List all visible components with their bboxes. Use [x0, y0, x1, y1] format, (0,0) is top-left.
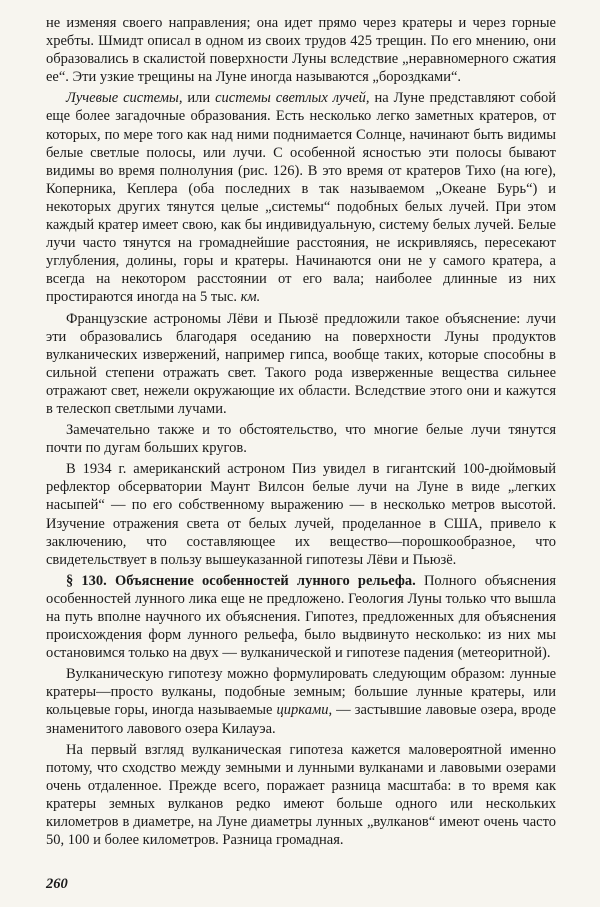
unit-km: км. — [240, 289, 261, 306]
paragraph-first-glance: На первый взгляд вулканическая гипотеза кажется маловероятной именно потому, что сходство между земными и лунными вулканами и лавовыми озерами очень отдаленное. Прежде всего, поражает разница масштаба: в то время как кратеры земных вулканов редко имеют больше одного или нескольких километров в диаметре, на Луне диаметры лунных „вулканов“ имеют очень часто 50, 100 и более километров. Разница громадная. — [46, 741, 556, 849]
section-heading: § 130. Объяснение особенностей лунного рельефа. — [66, 572, 416, 589]
page-body — [46, 14, 556, 849]
paragraph-cracks: не изменяя своего направления; она идет прямо через кратеры и через горные хребты. Шмидт описал в одном из своих трудов 425 трещин. По его мнению, они образовались в скалистой поверхности Луны вследствие „неравномерного сжатия ее“. Эти узкие трещины на Луне иногда называются „бороздками“. — [46, 15, 556, 86]
text-ray-systems: на Луне представляют собой еще более загадочные образования. Есть несколько легко заметных кратеров, от которых, по мере того как над ними поднимается Солнце, начинают быть видимы белые светлые полосы, или лучи. С особенной ясностью эти полосы бывают видимы во время полнолуния (рис. 126). В это время от кратеров Тихо (на юге), Коперника, Кеплера (оба последних в так называемом „Океане Бурь“) и некоторых других тянутся целые „системы“ подобных белых лучей. При этом каждый кратер имеет свою, как бы индивидуальную, систему белых лучей. Белые лучи часто тянутся на громаднейшие расстояния, не искривляясь, пересекают углубления, долины, горы и кратеры. Начинаются они не у самого кратера, а всегда на некотором расстоянии от его вала; наиболее длинные из них простираются иногда на 5 тыс. — [46, 90, 557, 306]
paragraph-volcanic-hypothesis — [46, 665, 556, 737]
paragraph-great-circles: Замечательно также и то обстоятельство, что многие белые лучи тянутся почти по дугам больших кругов. — [46, 422, 556, 457]
text-volcanic-b: — застывшие лавовые озера, вроде знаменитого лавового озера Килауэа. — [46, 702, 556, 737]
text-or: или — [182, 90, 216, 107]
page-number: 260 — [46, 876, 68, 892]
paragraph-french-astronomers: Французские астрономы Лёви и Пьюзё предложили такое объяснение: лучи эти образовались благодаря оседанию на поверхности Луны продуктов вулканических извержений, например гипса, вообще таких, которые способны в сильной степени отражать свет. Такого рода изверженные вещества сильнее отражают свет, нежели окружающие их области. Вследствие этого они и кажутся в телескоп светлыми лучами. — [46, 310, 556, 417]
term-circuses: цирками, — [276, 702, 333, 719]
paragraph-ray-systems — [46, 89, 556, 306]
term-ray-systems: Лучевые системы, — [66, 90, 183, 107]
text-volcanic-a: Вулканическую гипотезу можно формулировать следующим образом: лунные кратеры—просто вулканы, подобные земным; большие лунные кратеры, или кольцевые горы, иногда называемые — [46, 666, 556, 719]
paragraph-section-130 — [46, 572, 556, 662]
term-light-rays: системы светлых лучей, — [215, 90, 370, 107]
text-section-130: Полного объяснения особенностей лунного лика еще не предложено. Геология Луны только что вышла на путь вполне научного их объяснения. Гипотез, предложенных для объяснения происхождения форм лунного рельефа, было выдвинуто несколько: из них мы остановимся только на двух — вулканической и гипотезе падения (метеоритной). — [46, 572, 556, 662]
paragraph-pease: В 1934 г. американский астроном Пиз увидел в гигантский 100-дюймовый рефлектор обсерватории Маунт Вилсон белые лучи на Луне в виде „легких насыпей“ — по его собственному выражению — в несколько метров высотой. Изучение отражения света от белых лучей, проделанное в США, привело к заключению, что составляющее их вещество—порошкообразное, что свидетельствует в пользу вышеуказанной гипотезы Лёви и Пьюзё. — [46, 461, 556, 568]
